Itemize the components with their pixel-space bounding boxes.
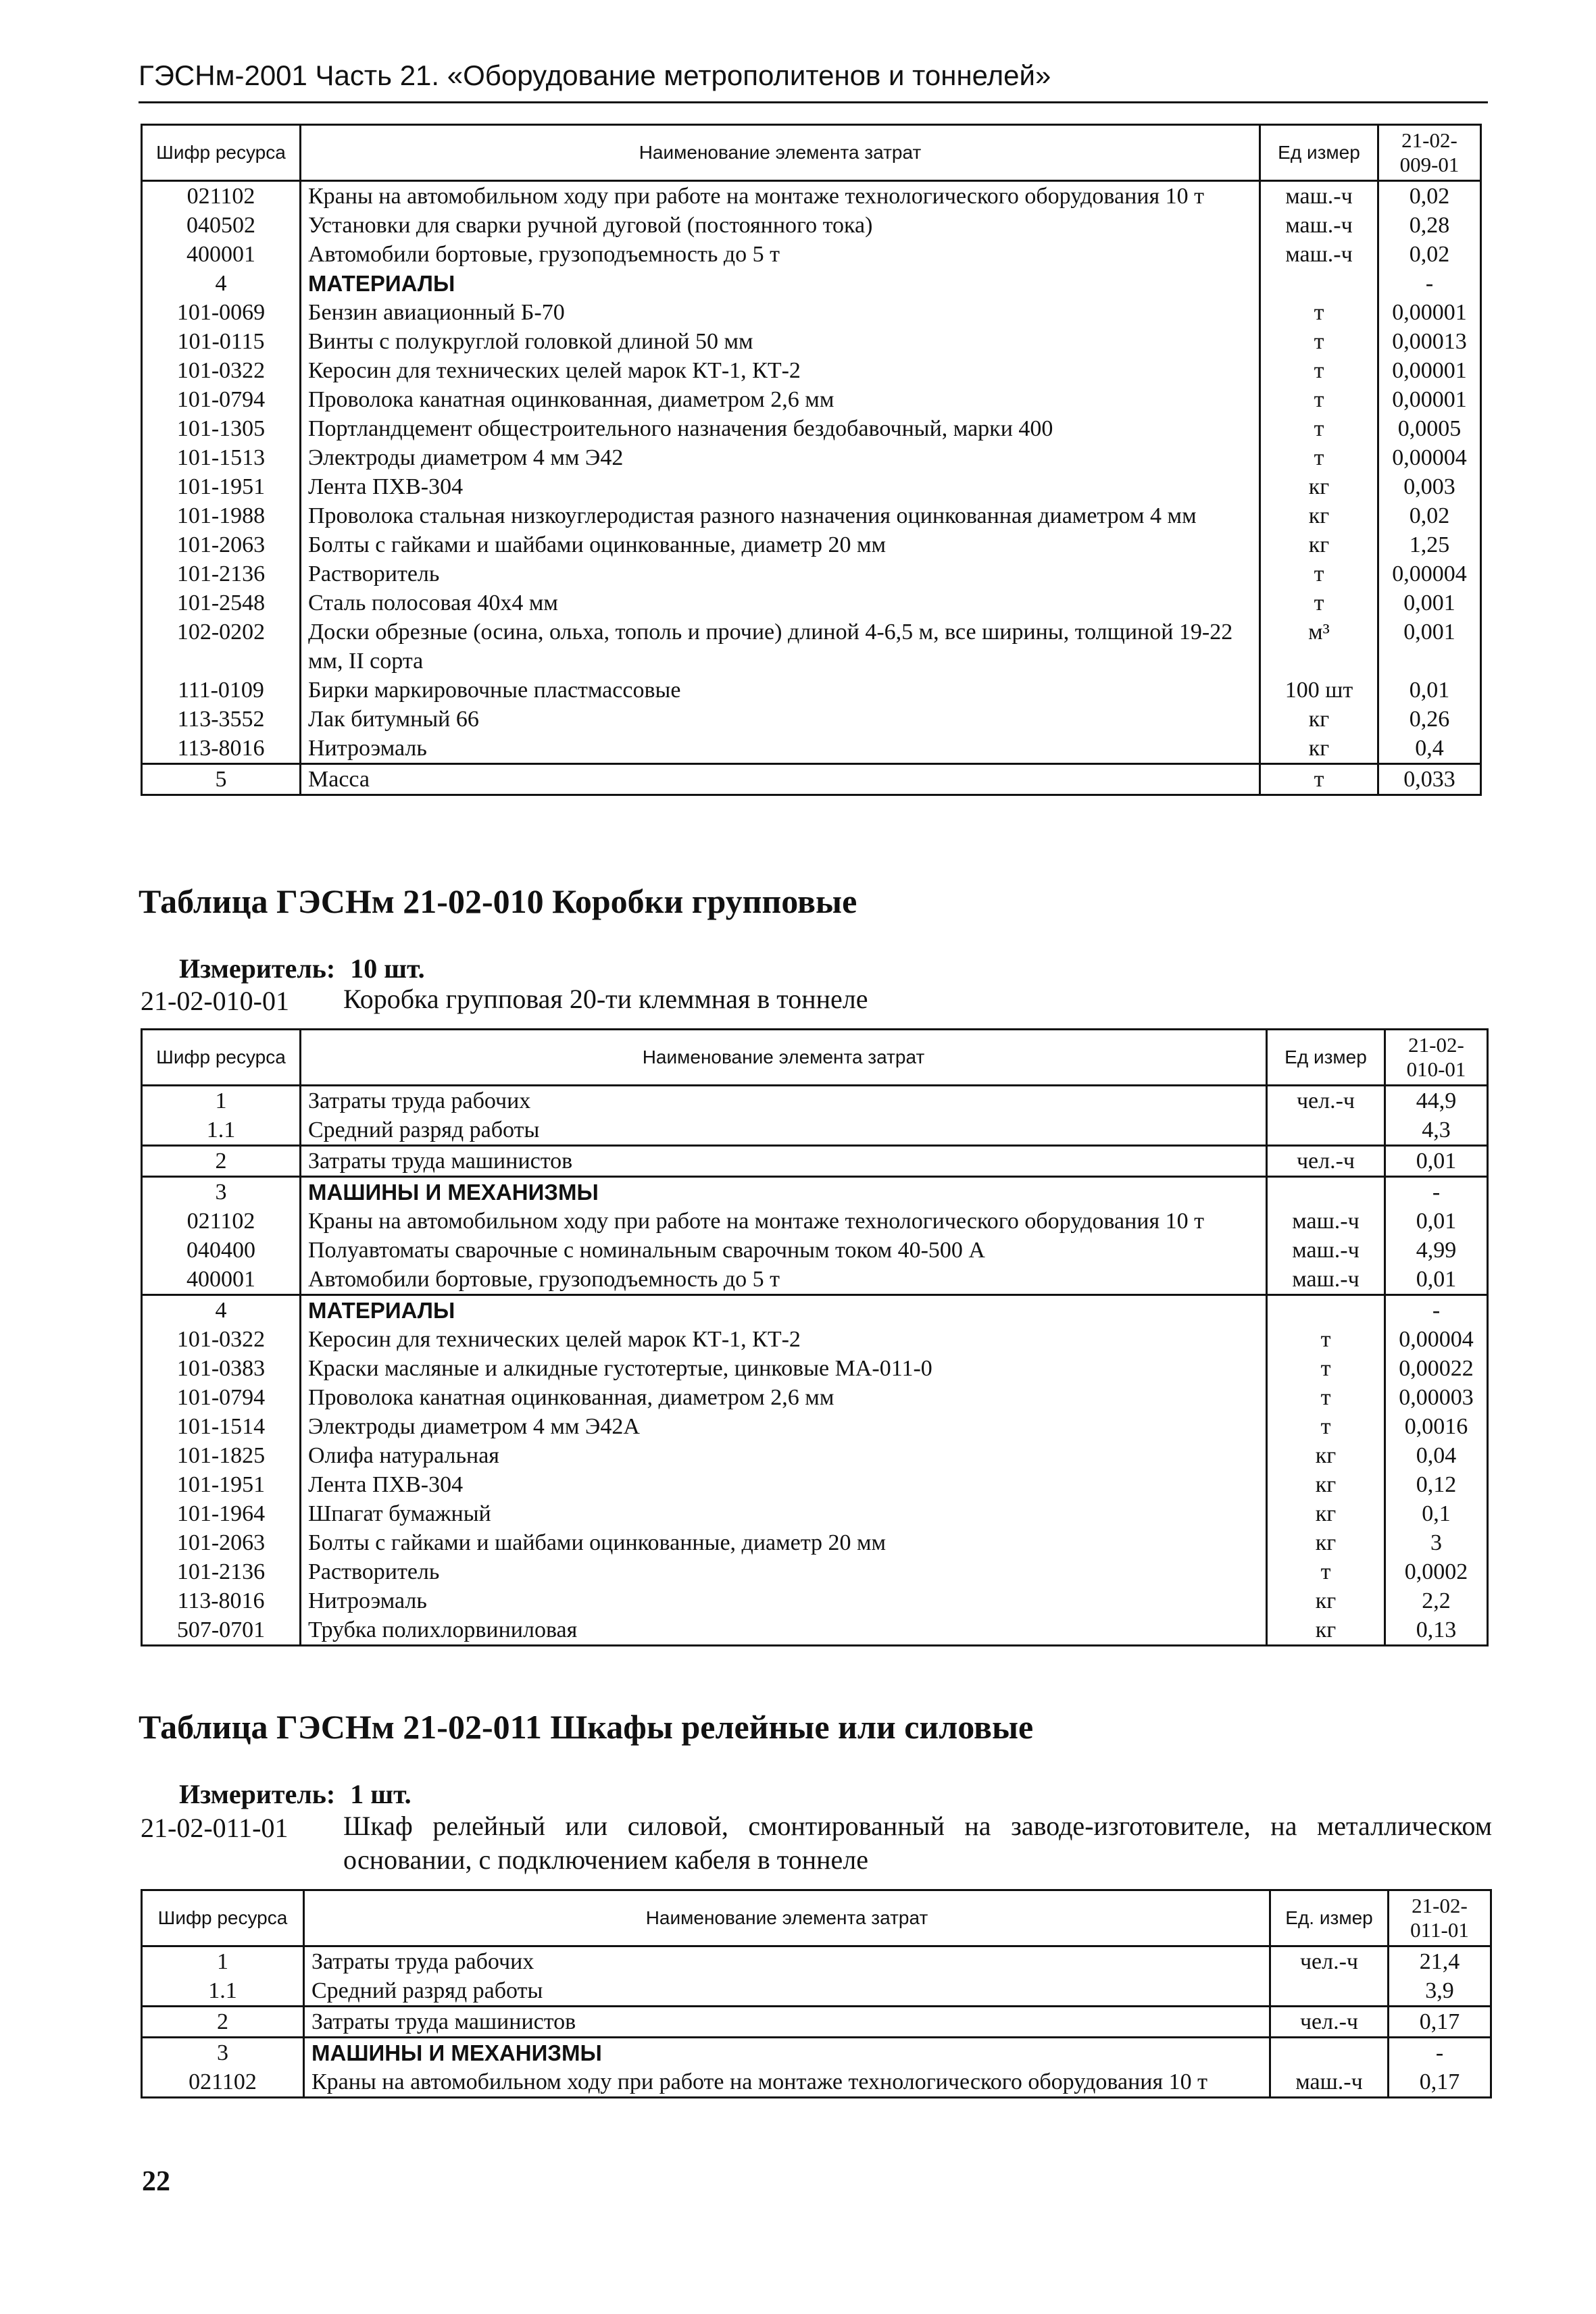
resource-table-21-02-010 [141, 1028, 1489, 1646]
meter-line [179, 953, 425, 984]
unit: т [1260, 443, 1378, 472]
norm-value: 0,01 [1385, 1146, 1488, 1177]
table-row [142, 1115, 1488, 1146]
norm-value: 0,003 [1378, 472, 1481, 501]
resource-code: 101-1951 [142, 1470, 301, 1499]
unit: кг [1260, 734, 1378, 764]
page-number: 22 [142, 2166, 170, 2197]
resource-code: 400001 [142, 1265, 301, 1295]
element-name: Проволока канатная оцинкованная, диаметром 2,6 мм [301, 385, 1260, 414]
unit: маш.-ч [1260, 181, 1378, 211]
table-row [142, 1354, 1488, 1383]
table-row [142, 240, 1481, 269]
unit [1267, 1295, 1385, 1326]
unit: кг [1267, 1470, 1385, 1499]
unit: 100 шт [1260, 676, 1378, 705]
table-row [142, 588, 1481, 618]
element-name: Сталь полосовая 40х4 мм [301, 588, 1260, 618]
unit: маш.-ч [1267, 1207, 1385, 1236]
unit: т [1260, 385, 1378, 414]
element-name: Бирки маркировочные пластмассовые [301, 676, 1260, 705]
unit: маш.-ч [1267, 1265, 1385, 1295]
element-name: Краски масляные и алкидные густотертые, цинковые МА-011-0 [301, 1354, 1267, 1383]
unit: т [1267, 1557, 1385, 1586]
table-row [142, 1528, 1488, 1557]
norm-value: 0,01 [1385, 1207, 1488, 1236]
unit: маш.-ч [1270, 2067, 1389, 2098]
unit: м³ [1260, 618, 1378, 676]
norm-value: 0,17 [1389, 2067, 1491, 2098]
resource-code: 101-1513 [142, 443, 301, 472]
column-header-norm-code: 21-02-010-01 [1385, 1030, 1488, 1086]
norm-value: 0,17 [1389, 2007, 1491, 2038]
unit: т [1267, 1325, 1385, 1354]
element-name: Лак битумный 66 [301, 705, 1260, 734]
unit [1267, 1115, 1385, 1146]
element-name: Масса [301, 764, 1260, 795]
column-header-code: Шифр ресурса [142, 125, 301, 181]
resource-code: 101-2136 [142, 559, 301, 588]
element-name: Краны на автомобильном ходу при работе на монтаже технологического оборудования 10 т [301, 1207, 1267, 1236]
unit: кг [1267, 1499, 1385, 1528]
norm-value: 0,00013 [1378, 327, 1481, 356]
column-header-name: Наименование элемента затрат [301, 125, 1260, 181]
norm-value: 0,4 [1378, 734, 1481, 764]
unit: чел.-ч [1270, 1946, 1389, 1977]
resource-code: 101-0322 [142, 356, 301, 385]
table-row [142, 1946, 1491, 1977]
table-row [142, 1236, 1488, 1265]
resource-code: 507-0701 [142, 1615, 301, 1646]
unit: т [1260, 298, 1378, 327]
norm-value: - [1385, 1177, 1488, 1207]
resource-code: 1 [142, 1086, 301, 1116]
unit: кг [1267, 1528, 1385, 1557]
element-name: МАШИНЫ И МЕХАНИЗМЫ [301, 1177, 1267, 1207]
header-rule [139, 101, 1488, 103]
resource-code: 3 [142, 2038, 304, 2068]
norm-value: 0,13 [1385, 1615, 1488, 1646]
resource-code: 113-8016 [142, 1586, 301, 1615]
norm-value: 0,0016 [1385, 1412, 1488, 1441]
norm-value: 0,02 [1378, 501, 1481, 530]
column-header-code: Шифр ресурса [142, 1030, 301, 1086]
norm-value: 2,2 [1385, 1586, 1488, 1615]
element-name: Растворитель [301, 1557, 1267, 1586]
resource-code: 101-1514 [142, 1412, 301, 1441]
column-header-name: Наименование элемента затрат [301, 1030, 1267, 1086]
section-row [142, 1177, 1488, 1207]
element-name: Проволока стальная низкоуглеродистая разного назначения оцинкованная диаметром 4 мм [301, 501, 1260, 530]
table-title: Таблица ГЭСНм 21-02-010 Коробки групповые [139, 882, 857, 920]
unit [1260, 269, 1378, 298]
resource-code: 101-1951 [142, 472, 301, 501]
table-row [142, 530, 1481, 559]
norm-value: 0,28 [1378, 211, 1481, 240]
norm-value: 0,00003 [1385, 1383, 1488, 1412]
norm-value: 4,99 [1385, 1236, 1488, 1265]
element-name: Керосин для технических целей марок КТ-1, КТ-2 [301, 1325, 1267, 1354]
resource-code: 3 [142, 1177, 301, 1207]
table-row [142, 1383, 1488, 1412]
element-name: Затраты труда рабочих [304, 1946, 1270, 1977]
norm-value: 3 [1385, 1528, 1488, 1557]
norm-value: 0,0005 [1378, 414, 1481, 443]
table-row [142, 1086, 1488, 1116]
norm-value: 0,00004 [1385, 1325, 1488, 1354]
norm-value: 0,00001 [1378, 298, 1481, 327]
table-row [142, 764, 1481, 795]
norm-value: 44,9 [1385, 1086, 1488, 1116]
element-name: Установки для сварки ручной дуговой (постоянного тока) [301, 211, 1260, 240]
table-row [142, 298, 1481, 327]
unit: чел.-ч [1267, 1086, 1385, 1116]
norm-value: - [1378, 269, 1481, 298]
table-row [142, 1557, 1488, 1586]
norm-description: Коробка групповая 20-ти клеммная в тоннеле [343, 984, 868, 1014]
unit: кг [1260, 705, 1378, 734]
element-name: Средний разряд работы [304, 1976, 1270, 2007]
resource-code: 101-0794 [142, 385, 301, 414]
unit: т [1260, 356, 1378, 385]
table-row [142, 472, 1481, 501]
norm-value: - [1389, 2038, 1491, 2068]
resource-code: 101-1825 [142, 1441, 301, 1470]
norm-value: 0,12 [1385, 1470, 1488, 1499]
norm-value: 0,001 [1378, 588, 1481, 618]
element-name: Проволока канатная оцинкованная, диаметром 2,6 мм [301, 1383, 1267, 1412]
section-row [142, 1295, 1488, 1326]
resource-code: 101-0322 [142, 1325, 301, 1354]
norm-value: 4,3 [1385, 1115, 1488, 1146]
table-row [142, 1441, 1488, 1470]
unit: т [1260, 559, 1378, 588]
element-name: Средний разряд работы [301, 1115, 1267, 1146]
table-row [142, 2067, 1491, 2098]
element-name: Керосин для технических целей марок КТ-1, КТ-2 [301, 356, 1260, 385]
unit: т [1267, 1383, 1385, 1412]
table-row [142, 1470, 1488, 1499]
element-name: Электроды диаметром 4 мм Э42 [301, 443, 1260, 472]
meter-label: Измеритель: [179, 953, 336, 984]
resource-code: 400001 [142, 240, 301, 269]
norm-code: 21-02-011-01 [141, 1813, 289, 1843]
table-title: Таблица ГЭСНм 21-02-011 Шкафы релейные или силовые [139, 1708, 1034, 1746]
unit [1270, 1976, 1389, 2007]
norm-value: 0,00001 [1378, 385, 1481, 414]
element-name: Электроды диаметром 4 мм Э42А [301, 1412, 1267, 1441]
element-name: Трубка полихлорвиниловая [301, 1615, 1267, 1646]
table-row [142, 559, 1481, 588]
resource-code: 2 [142, 1146, 301, 1177]
resource-code: 1.1 [142, 1115, 301, 1146]
element-name: МАТЕРИАЛЫ [301, 1295, 1267, 1326]
resource-code: 101-2063 [142, 530, 301, 559]
resource-code: 040502 [142, 211, 301, 240]
table-row [142, 327, 1481, 356]
element-name: Олифа натуральная [301, 1441, 1267, 1470]
table-row [142, 1207, 1488, 1236]
element-name: Затраты труда машинистов [304, 2007, 1270, 2038]
unit: маш.-ч [1260, 240, 1378, 269]
resource-code: 101-0383 [142, 1354, 301, 1383]
resource-code: 5 [142, 764, 301, 795]
table-row [142, 2007, 1491, 2038]
element-name: Затраты труда машинистов [301, 1146, 1267, 1177]
table-row [142, 676, 1481, 705]
unit: т [1260, 414, 1378, 443]
element-name: Нитроэмаль [301, 1586, 1267, 1615]
table-row [142, 211, 1481, 240]
unit: кг [1267, 1615, 1385, 1646]
table-row [142, 1265, 1488, 1295]
norm-value: - [1385, 1295, 1488, 1326]
resource-code: 2 [142, 2007, 304, 2038]
meter-label: Измеритель: [179, 1779, 336, 1809]
table-row [142, 414, 1481, 443]
meter-value: 1 шт. [350, 1779, 412, 1809]
table-row [142, 1412, 1488, 1441]
element-name: Лента ПХВ-304 [301, 1470, 1267, 1499]
element-name: Болты с гайками и шайбами оцинкованные, диаметр 20 мм [301, 530, 1260, 559]
resource-code: 1 [142, 1946, 304, 1977]
norm-value: 0,001 [1378, 618, 1481, 676]
resource-table-21-02-011 [141, 1889, 1492, 2098]
resource-code: 101-0794 [142, 1383, 301, 1412]
resource-code: 1.1 [142, 1976, 304, 2007]
column-header-norm-code: 21-02-009-01 [1378, 125, 1481, 181]
element-name: Лента ПХВ-304 [301, 472, 1260, 501]
table-row [142, 1976, 1491, 2007]
table-row [142, 1499, 1488, 1528]
resource-code: 021102 [142, 181, 301, 211]
unit: т [1260, 764, 1378, 795]
resource-code: 101-2136 [142, 1557, 301, 1586]
element-name: Винты с полукруглой головкой длиной 50 мм [301, 327, 1260, 356]
norm-value: 21,4 [1389, 1946, 1491, 1977]
element-name: Растворитель [301, 559, 1260, 588]
resource-code: 111-0109 [142, 676, 301, 705]
norm-value: 0,01 [1378, 676, 1481, 705]
table-row [142, 1325, 1488, 1354]
meter-value: 10 шт. [350, 953, 425, 984]
resource-code: 102-0202 [142, 618, 301, 676]
norm-value: 0,033 [1378, 764, 1481, 795]
unit: т [1260, 327, 1378, 356]
resource-code: 021102 [142, 2067, 304, 2098]
element-name: Шпагат бумажный [301, 1499, 1267, 1528]
resource-code: 040400 [142, 1236, 301, 1265]
column-header-name: Наименование элемента затрат [304, 1890, 1270, 1946]
element-name: Болты с гайками и шайбами оцинкованные, диаметр 20 мм [301, 1528, 1267, 1557]
resource-code: 101-2548 [142, 588, 301, 618]
resource-code: 101-0069 [142, 298, 301, 327]
norm-value: 0,00022 [1385, 1354, 1488, 1383]
element-name: Краны на автомобильном ходу при работе на монтаже технологического оборудования 10 т [304, 2067, 1270, 2098]
element-name: Портландцемент общестроительного назначения бездобавочный, марки 400 [301, 414, 1260, 443]
norm-value: 0,02 [1378, 240, 1481, 269]
element-name: Нитроэмаль [301, 734, 1260, 764]
resource-table-21-02-009 [141, 124, 1482, 796]
resource-code: 021102 [142, 1207, 301, 1236]
unit: т [1260, 588, 1378, 618]
meter-line [179, 1778, 412, 1810]
unit [1270, 2038, 1389, 2068]
norm-value: 0,00004 [1378, 559, 1481, 588]
resource-code: 101-1964 [142, 1499, 301, 1528]
norm-value: 0,00004 [1378, 443, 1481, 472]
element-name: Автомобили бортовые, грузоподъемность до 5 т [301, 240, 1260, 269]
column-header-norm-code: 21-02-011-01 [1389, 1890, 1491, 1946]
unit: т [1267, 1412, 1385, 1441]
element-name: МАТЕРИАЛЫ [301, 269, 1260, 298]
table-row [142, 181, 1481, 211]
element-name: Краны на автомобильном ходу при работе на монтаже технологического оборудования 10 т [301, 181, 1260, 211]
table-row [142, 501, 1481, 530]
norm-value: 0,01 [1385, 1265, 1488, 1295]
unit [1267, 1177, 1385, 1207]
unit: кг [1260, 501, 1378, 530]
unit: маш.-ч [1267, 1236, 1385, 1265]
resource-code: 101-2063 [142, 1528, 301, 1557]
table-row [142, 356, 1481, 385]
element-name: Автомобили бортовые, грузоподъемность до 5 т [301, 1265, 1267, 1295]
element-name: Доски обрезные (осина, ольха, тополь и прочие) длиной 4-6,5 м, все ширины, толщиной 19-22 мм, II сорта [301, 618, 1260, 676]
table-row [142, 1615, 1488, 1646]
column-header-code: Шифр ресурса [142, 1890, 304, 1946]
resource-code: 4 [142, 1295, 301, 1326]
norm-value: 0,26 [1378, 705, 1481, 734]
norm-value: 1,25 [1378, 530, 1481, 559]
element-name: МАШИНЫ И МЕХАНИЗМЫ [304, 2038, 1270, 2068]
unit: чел.-ч [1267, 1146, 1385, 1177]
element-name: Полуавтоматы сварочные с номинальным сварочным током 40-500 А [301, 1236, 1267, 1265]
norm-value: 0,0002 [1385, 1557, 1488, 1586]
unit: чел.-ч [1270, 2007, 1389, 2038]
column-header-unit: Ед измер [1260, 125, 1378, 181]
resource-code: 101-1305 [142, 414, 301, 443]
table-row [142, 1586, 1488, 1615]
resource-code: 113-8016 [142, 734, 301, 764]
table-row [142, 1146, 1488, 1177]
column-header-unit: Ед. измер [1270, 1890, 1389, 1946]
norm-code: 21-02-010-01 [141, 986, 289, 1016]
unit: кг [1260, 530, 1378, 559]
table-row [142, 734, 1481, 764]
unit: кг [1267, 1441, 1385, 1470]
norm-value: 0,04 [1385, 1441, 1488, 1470]
resource-code: 113-3552 [142, 705, 301, 734]
table-row [142, 385, 1481, 414]
column-header-unit: Ед измер [1267, 1030, 1385, 1086]
section-row [142, 269, 1481, 298]
unit: т [1267, 1354, 1385, 1383]
element-name: Бензин авиационный Б-70 [301, 298, 1260, 327]
norm-value: 3,9 [1389, 1976, 1491, 2007]
unit: кг [1267, 1586, 1385, 1615]
running-header: ГЭСНм-2001 Часть 21. «Оборудование метрополитенов и тоннелей» [139, 59, 1051, 91]
unit: маш.-ч [1260, 211, 1378, 240]
table-row [142, 618, 1481, 676]
table-row [142, 705, 1481, 734]
norm-value: 0,1 [1385, 1499, 1488, 1528]
resource-code: 101-1988 [142, 501, 301, 530]
resource-code: 101-0115 [142, 327, 301, 356]
table-row [142, 443, 1481, 472]
resource-code: 4 [142, 269, 301, 298]
norm-value: 0,02 [1378, 181, 1481, 211]
unit: кг [1260, 472, 1378, 501]
norm-description: Шкаф релейный или силовой, смонтированный на заводе-изготовителе, на металлическом основании, с подключением кабеля в тоннеле [343, 1811, 1492, 1875]
norm-value: 0,00001 [1378, 356, 1481, 385]
section-row [142, 2038, 1491, 2068]
element-name: Затраты труда рабочих [301, 1086, 1267, 1116]
